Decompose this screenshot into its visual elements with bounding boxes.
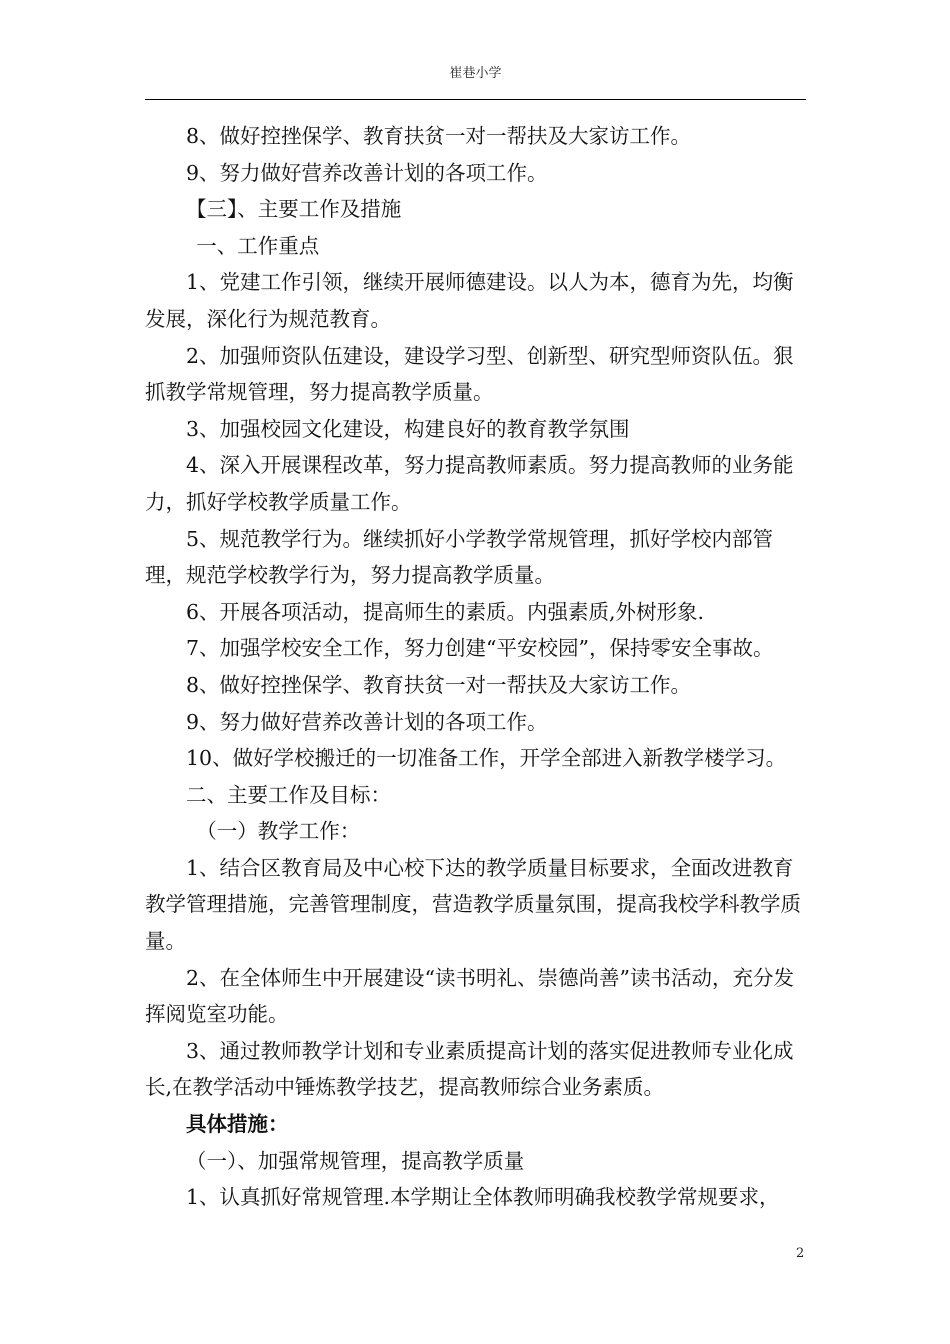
page-header: 崔巷小学 xyxy=(449,66,502,81)
bold-heading: 具体措施： xyxy=(186,1112,289,1137)
paragraph: 8、做好控挫保学、教育扶贫一对一帮扶及大家访工作。 xyxy=(186,672,692,697)
paragraph: 3、通过教师教学计划和专业素质提高计划的落实促进教师专业化成长,在教学活动中锤炼教学技艺，提高教师综合业务素质。 xyxy=(145,1038,794,1100)
paragraph: 2、在全体师生中开展建设“读书明礼、崇德尚善”读书活动，充分发挥阅览室功能。 xyxy=(145,965,795,1027)
paragraph: 8、做好控挫保学、教育扶贫一对一帮扶及大家访工作。 xyxy=(186,124,692,148)
paragraph: 4、深入开展课程改革，努力提高教师素质。努力提高教师的业务能力，抓好学校教学质量工作。 xyxy=(145,453,794,514)
paragraph: 9、努力做好营养改善计划的各项工作。 xyxy=(186,160,548,185)
paragraph: 9、努力做好营养改善计划的各项工作。 xyxy=(186,709,548,734)
paragraph: 1、认真抓好常规管理.本学期让全体教师明确我校教学常规要求， xyxy=(186,1185,780,1210)
paragraph: 3、加强校园文化建设，构建良好的教育教学氛围 xyxy=(186,416,630,441)
paragraph: 1、党建工作引领，继续开展师德建设。以人为本，德育为先，均衡发展，深化行为规范教育。 xyxy=(145,270,794,331)
paragraph: 1、结合区教育局及中心校下达的教学质量目标要求，全面改进教育教学管理措施，完善管理制度，营造教学质量氛围，提高我校学科教学质量。 xyxy=(145,855,801,954)
document-body xyxy=(145,118,813,1216)
paragraph: 7、加强学校安全工作，努力创建“平安校园”，保持零安全事故。 xyxy=(186,636,774,661)
page-number: 2 xyxy=(796,1246,805,1261)
paragraph: 6、开展各项活动，提高师生的素质。内强素质,外树形象. xyxy=(186,599,705,624)
subsection-heading: 一、工作重点 xyxy=(196,233,320,258)
paragraph: 5、规范教学行为。继续抓好小学教学常规管理，抓好学校内部管理，规范学校教学行为，努力提高教学质量。 xyxy=(145,526,774,588)
subsection-heading: （一）、加强常规管理，提高教学质量 xyxy=(186,1148,525,1173)
paragraph: 10、做好学校搬迁的一切准备工作，开学全部进入新教学楼学习。 xyxy=(186,746,787,771)
header-rule xyxy=(145,99,806,100)
paragraph: 2、加强师资队伍建设，建设学习型、创新型、研究型师资队伍。狠抓教学常规管理，努力提高教学质量。 xyxy=(145,343,794,405)
section-heading: 【三】、主要工作及措施 xyxy=(186,197,402,222)
subsection-heading: （一）教学工作： xyxy=(196,819,361,844)
section-heading: 二、主要工作及目标： xyxy=(186,782,391,807)
